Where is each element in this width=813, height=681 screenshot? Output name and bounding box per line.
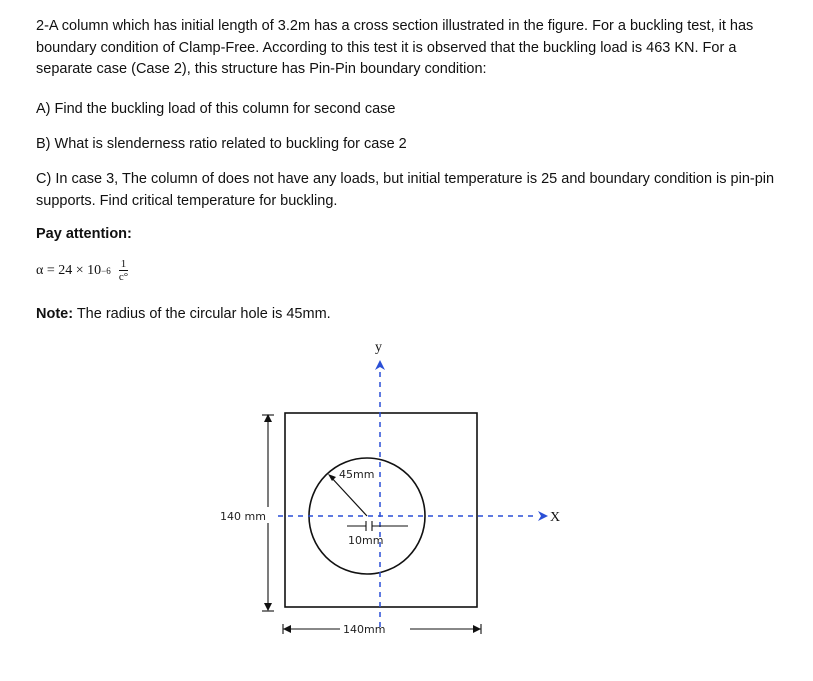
formula-lhs: α = 24 × 10 xyxy=(36,262,102,278)
radius-arrow xyxy=(328,474,336,481)
pay-attention-heading: Pay attention: xyxy=(36,226,132,242)
note-text: The radius of the circular hole is 45mm. xyxy=(73,306,331,322)
radius-label: 45mm xyxy=(339,468,375,481)
y-axis-label: y xyxy=(375,340,382,355)
formula-denominator: c° xyxy=(118,271,129,283)
height-dim-bottom-arrow xyxy=(264,603,272,611)
x-axis-arrow xyxy=(538,511,548,521)
formula-exponent: −6 xyxy=(101,265,111,276)
height-label: 140 mm xyxy=(220,510,266,523)
outer-square xyxy=(285,413,477,607)
part-b: B) What is slenderness ratio related to buckling for case 2 xyxy=(36,136,407,152)
part-a: A) Find the buckling load of this column for second case xyxy=(36,101,396,117)
x-axis-label: X xyxy=(550,510,561,525)
width-dim-right-arrow xyxy=(473,625,481,633)
part-c: C) In case 3, The column of does not have any loads, but initial temperature is 25 and boundary condition is pin-pin supports. Find critical temperature for buckling. xyxy=(36,171,775,209)
y-axis-arrow xyxy=(375,360,385,370)
width-label: 140mm xyxy=(343,623,386,636)
note-label: Note: xyxy=(36,306,74,322)
radius-line xyxy=(330,476,367,516)
width-dim-left-arrow xyxy=(283,625,291,633)
problem-intro: 2-A column which has initial length of 3.2m has a cross section illustrated in the figure. For a buckling test, it has boundary condition of Clamp-Free. According to this test it is observed that the buckling load is 463 KN. For a separate case (Case 2), this structure has Pin-Pin boundary condition: xyxy=(36,18,754,77)
offset-label: 10mm xyxy=(348,534,384,547)
formula-numerator: 1 xyxy=(120,258,127,270)
